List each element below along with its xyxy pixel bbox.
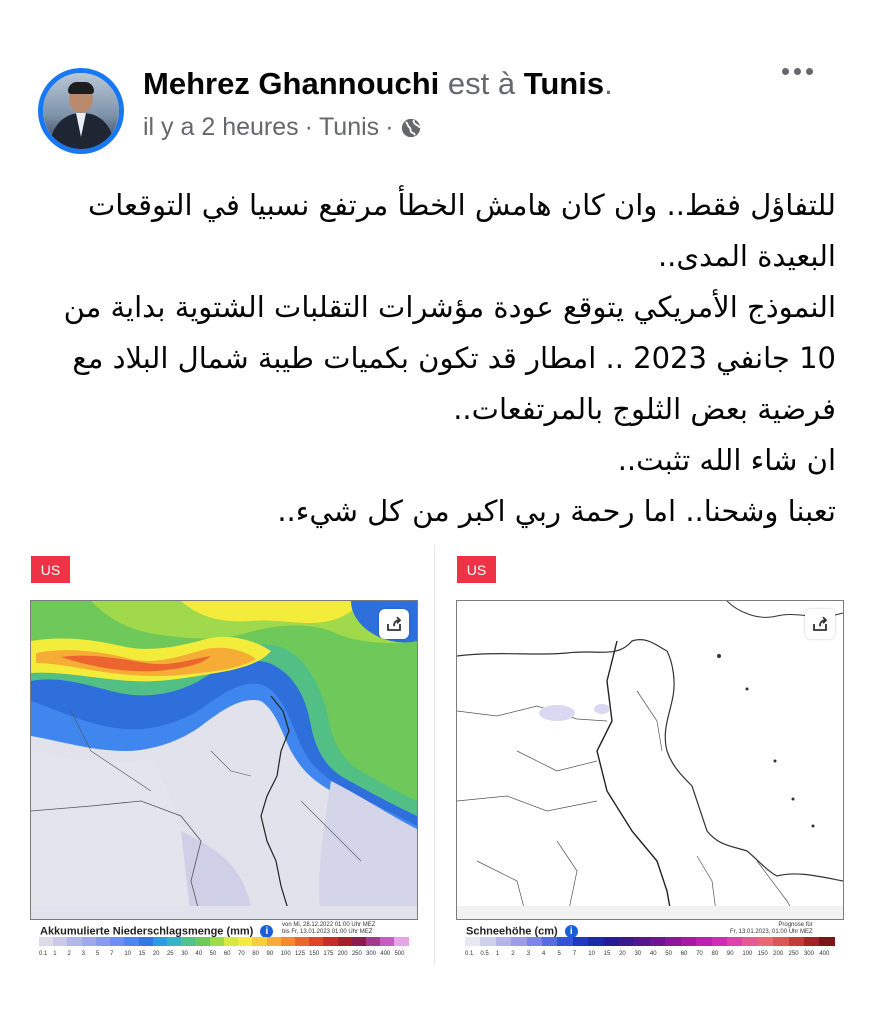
precipitation-map[interactable] (30, 600, 418, 920)
legend-ticks (465, 951, 835, 957)
globe-icon[interactable] (400, 117, 422, 139)
legend-title-text: Schneehöhe (cm) (466, 925, 558, 938)
legend-forecast-date: Fr, 13.01.2023, 01:00 Uhr MEZ (730, 929, 813, 935)
share-icon[interactable] (379, 609, 409, 639)
legend-swatch (224, 937, 238, 946)
legend-tick-label: 250 (351, 951, 362, 957)
legend-tick-label: 150 (757, 951, 768, 957)
legend-tick-label: 90 (266, 951, 274, 957)
legend-tick-label: 200 (773, 951, 784, 957)
legend-tick-label: 500 (394, 951, 405, 957)
more-dot (782, 68, 789, 75)
legend-tick-label: 15 (138, 951, 146, 957)
legend-date-from: von Mi, 28.12.2022 01:00 Uhr MEZ (282, 922, 376, 928)
legend-tick-label: 15 (603, 951, 611, 957)
legend-swatch (67, 937, 81, 946)
post-line: تعبنا وشحنا.. اما رحمة ربي اكبر من كل شيء.. (277, 494, 836, 528)
legend-forecast-label: Prognose für (778, 922, 813, 928)
legend-tick-label: 300 (366, 951, 377, 957)
legend-tick-label: 30 (634, 951, 642, 957)
legend-tick-label: 7 (110, 951, 114, 957)
legend-tick-label: 25 (166, 951, 174, 957)
legend-tick-label: 2 (511, 951, 515, 957)
legend-swatch (758, 937, 773, 946)
legend-swatch (110, 937, 124, 946)
post-header-title (143, 66, 613, 102)
legend-tick-label: 10 (588, 951, 595, 957)
legend-swatch (96, 937, 110, 946)
legend-swatch (380, 937, 394, 946)
location-link[interactable]: Tunis (523, 66, 605, 101)
post-line: النموذج الأمريكي يتوقع عودة مؤشرات التقلبات الشتوية بداية من 10 جانفي 2023 .. امطار قد تكون بكميات طيبة شمال البلاد مع فرضية بعض الثلوج بالمرتفعات.. (63, 290, 836, 426)
legend-tick-label: 20 (152, 951, 160, 957)
location-suffix: . (604, 66, 613, 101)
legend-tick-label: 30 (181, 951, 188, 957)
legend-swatch (323, 937, 337, 946)
post-message (30, 180, 836, 537)
legend-swatch (773, 937, 788, 946)
legend-swatch (210, 937, 224, 946)
legend-tick-label: 3 (526, 951, 530, 957)
legend-swatch (696, 937, 711, 946)
legend-tick-label: 1 (53, 951, 57, 957)
precipitation-map-card[interactable] (14, 545, 434, 965)
legend-color-bar (465, 937, 835, 946)
post-line: للتفاؤل فقط.. وان كان هامش الخطأ مرتفع نسبيا في التوقعات البعيدة المدى.. (87, 188, 836, 273)
snow-map-card[interactable] (440, 545, 860, 965)
legend-tick-label: 60 (680, 951, 688, 957)
legend-swatch (496, 937, 511, 946)
legend-tick-label: 5 (95, 951, 100, 957)
legend-swatch (573, 937, 588, 946)
legend-tick-label: 0.5 (480, 951, 489, 957)
legend-swatch (82, 937, 96, 946)
legend-swatch (712, 937, 727, 946)
legend-dates (730, 922, 813, 936)
legend-tick-label: 2 (67, 951, 71, 957)
legend-swatch (819, 937, 834, 946)
legend-swatch (557, 937, 572, 946)
legend-color-bar (39, 937, 409, 946)
legend-tick-label: 40 (195, 951, 203, 957)
snow-map[interactable] (456, 600, 844, 920)
legend-tick-label: 150 (309, 951, 320, 957)
legend-tick-label: 3 (81, 951, 85, 957)
legend-date-to: bis Fr, 13.01.2023 01:00 Uhr MEZ (282, 929, 373, 935)
legend-tick-label: 10 (124, 951, 131, 957)
legend-swatch (588, 937, 603, 946)
legend-swatch (634, 937, 649, 946)
legend-swatch (53, 937, 67, 946)
meta-separator: · (304, 113, 313, 141)
legend-tick-label: 70 (696, 951, 703, 957)
legend-swatch (181, 937, 195, 946)
legend-tick-label: 0.1 (39, 951, 48, 957)
legend-tick-label: 200 (337, 951, 348, 957)
legend-swatch (542, 937, 557, 946)
legend-tick-label: 400 (819, 951, 830, 957)
legend-tick-label: 1 (495, 951, 500, 957)
author-avatar[interactable] (38, 68, 124, 154)
legend-dates (282, 922, 375, 936)
legend-tick-label: 20 (619, 951, 626, 957)
legend-tick-label: 90 (726, 951, 734, 957)
legend-swatch (480, 937, 495, 946)
legend-swatch (527, 937, 542, 946)
legend-tick-label: 4 (542, 951, 546, 957)
legend-swatch (124, 937, 138, 946)
info-icon[interactable]: i (260, 925, 273, 938)
legend-swatch (665, 937, 680, 946)
legend-swatch (465, 937, 480, 946)
legend-swatch (309, 937, 323, 946)
legend-tick-label: 7 (572, 951, 577, 957)
location-prefix: est à (447, 66, 516, 101)
more-dot (806, 68, 813, 75)
legend-ticks (39, 951, 409, 957)
legend-tick-label: 175 (323, 951, 334, 957)
legend-tick-label: 60 (223, 951, 231, 957)
model-badge: US (31, 556, 70, 583)
legend-tick-label: 50 (665, 951, 672, 957)
legend-tick-label: 100 (742, 951, 753, 957)
legend-swatch (511, 937, 526, 946)
legend-tick-label: 125 (294, 951, 305, 957)
more-options-icon[interactable] (782, 68, 813, 75)
legend-swatch (195, 937, 209, 946)
legend-tick-label: 0.1 (465, 951, 474, 957)
legend-tick-label: 5 (557, 951, 561, 957)
snow-map-graphic (457, 601, 843, 919)
info-icon[interactable]: i (565, 925, 578, 938)
legend-swatch (39, 937, 53, 946)
legend-swatch (295, 937, 309, 946)
legend-swatch (139, 937, 153, 946)
model-badge: US (457, 556, 496, 583)
legend-tick-label: 80 (711, 951, 719, 957)
legend-swatch (727, 937, 742, 946)
post-place[interactable]: Tunis (318, 113, 380, 141)
legend-tick-label: 70 (238, 951, 245, 957)
legend-swatch (252, 937, 266, 946)
legend-swatch (681, 937, 696, 946)
legend-swatch (619, 937, 634, 946)
precipitation-map-graphic (31, 601, 417, 919)
legend-tick-label: 80 (252, 951, 259, 957)
legend-tick-label: 400 (380, 951, 391, 957)
more-dot (794, 68, 801, 75)
legend-swatch (366, 937, 380, 946)
legend-tick-label: 50 (209, 951, 217, 957)
legend-title-text: Akkumulierte Niederschlagsmenge (mm) (40, 925, 254, 938)
legend-swatch (338, 937, 352, 946)
legend-tick-label: 250 (788, 951, 799, 957)
legend-swatch (604, 937, 619, 946)
legend-tick-label: 300 (803, 951, 814, 957)
legend-tick-label: 100 (280, 951, 291, 957)
legend-swatch (352, 937, 366, 946)
legend-swatch (281, 937, 295, 946)
legend-swatch (394, 937, 408, 946)
author-name-link[interactable]: Mehrez Ghannouchi (143, 66, 440, 101)
post-timestamp[interactable]: il y a 2 heures (143, 113, 299, 141)
legend-swatch (650, 937, 665, 946)
share-icon[interactable] (805, 609, 835, 639)
legend-swatch (742, 937, 757, 946)
post-meta (143, 113, 422, 142)
legend-swatch (167, 937, 181, 946)
legend-swatch (153, 937, 167, 946)
legend-tick-label: 40 (649, 951, 657, 957)
meta-separator-2: · (385, 113, 394, 141)
legend-swatch (789, 937, 804, 946)
legend-swatch (804, 937, 819, 946)
legend-swatch (238, 937, 252, 946)
post-line: ان شاء الله تثبت.. (617, 443, 836, 477)
legend-swatch (267, 937, 281, 946)
avatar-hair (68, 82, 94, 94)
